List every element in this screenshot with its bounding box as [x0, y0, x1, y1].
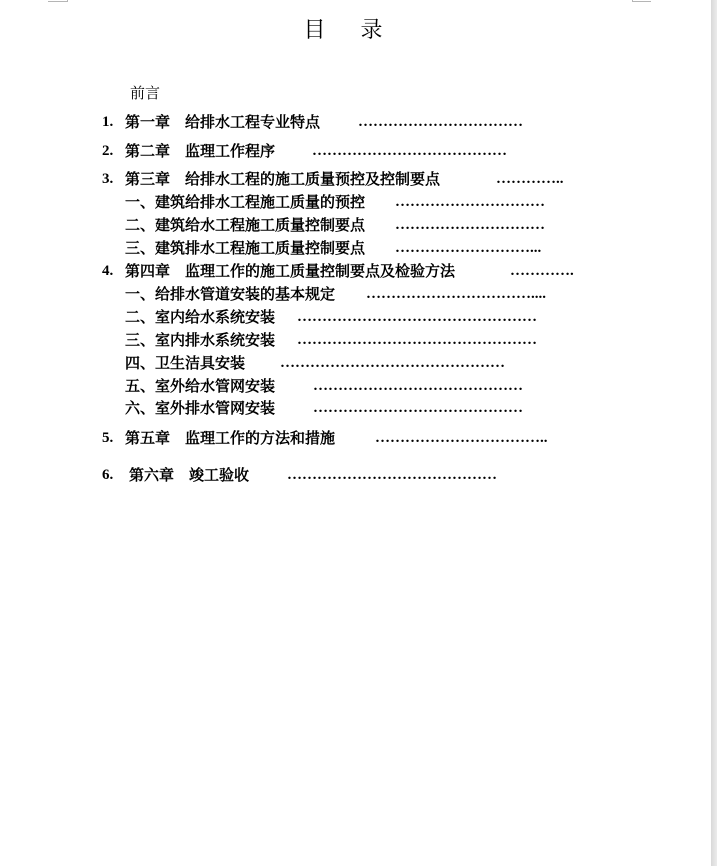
- toc-entry-label: 六、室外排水管网安装: [125, 399, 276, 417]
- toc-leader-dots: …………………………………………: [297, 332, 537, 348]
- toc-entry-label: 第四章 监理工作的施工质量控制要点及检验方法: [125, 262, 456, 280]
- toc-leader-dots: ……………………………: [358, 114, 523, 130]
- toc-entry-label: 第五章 监理工作的方法和措施: [125, 429, 336, 447]
- toc-leader-dots: ……………………………..: [375, 430, 548, 446]
- toc-leader-dots: ……………………………....: [366, 286, 546, 302]
- crop-mark-top-left: [48, 1, 67, 2]
- toc-entry-label: 五、室外给水管网安装: [125, 377, 276, 395]
- toc-entry-label: 二、建筑给水工程施工质量控制要点: [125, 216, 366, 234]
- toc-leader-dots: ……………………………………: [313, 378, 523, 394]
- toc-entry-number: 4.: [102, 263, 114, 279]
- toc-leader-dots: ………………………………………: [280, 355, 505, 371]
- toc-entry-number: 3.: [102, 171, 114, 187]
- crop-mark-top-right: [632, 1, 651, 2]
- page-edge-shadow: [711, 0, 717, 866]
- toc-entry-label: 第三章 给排水工程的施工质量预控及控制要点: [125, 170, 441, 188]
- toc-title: 目 录: [303, 18, 397, 43]
- toc-entry-label: 四、卫生洁具安装: [125, 354, 246, 372]
- toc-entry-number: 1.: [102, 114, 114, 130]
- toc-leader-dots: ………….: [510, 263, 574, 279]
- toc-entry-label: 第一章 给排水工程专业特点: [125, 113, 321, 131]
- toc-entry-label: 三、室内排水系统安装: [125, 331, 276, 349]
- toc-leader-dots: …………………………………………: [297, 309, 537, 325]
- toc-leader-dots: ………………………...: [395, 240, 542, 256]
- crop-mark-top-right-tick: [632, 0, 633, 2]
- toc-entry-label: 第六章 竣工验收: [129, 466, 250, 484]
- toc-entry-label: 三、建筑排水工程施工质量控制要点: [125, 239, 366, 257]
- toc-leader-dots: …………………………: [395, 194, 545, 210]
- toc-entry-label: 前言: [130, 84, 161, 102]
- toc-leader-dots: …………..: [496, 171, 564, 187]
- toc-entry-label: 一、给排水管道安装的基本规定: [125, 285, 336, 303]
- toc-entry-number: 6.: [102, 467, 114, 483]
- toc-leader-dots: …………………………: [395, 217, 545, 233]
- crop-mark-top-left-tick: [67, 0, 68, 2]
- toc-leader-dots: ……………………………………: [313, 400, 523, 416]
- toc-entry-number: 5.: [102, 430, 114, 446]
- toc-leader-dots: ……………………………………: [287, 467, 497, 483]
- toc-leader-dots: …………………………………: [312, 143, 507, 159]
- toc-entry-number: 2.: [102, 143, 114, 159]
- toc-entry-label: 第二章 监理工作程序: [125, 142, 276, 160]
- toc-entry-label: 二、室内给水系统安装: [125, 308, 276, 326]
- toc-entry-label: 一、建筑给排水工程施工质量的预控: [125, 193, 366, 211]
